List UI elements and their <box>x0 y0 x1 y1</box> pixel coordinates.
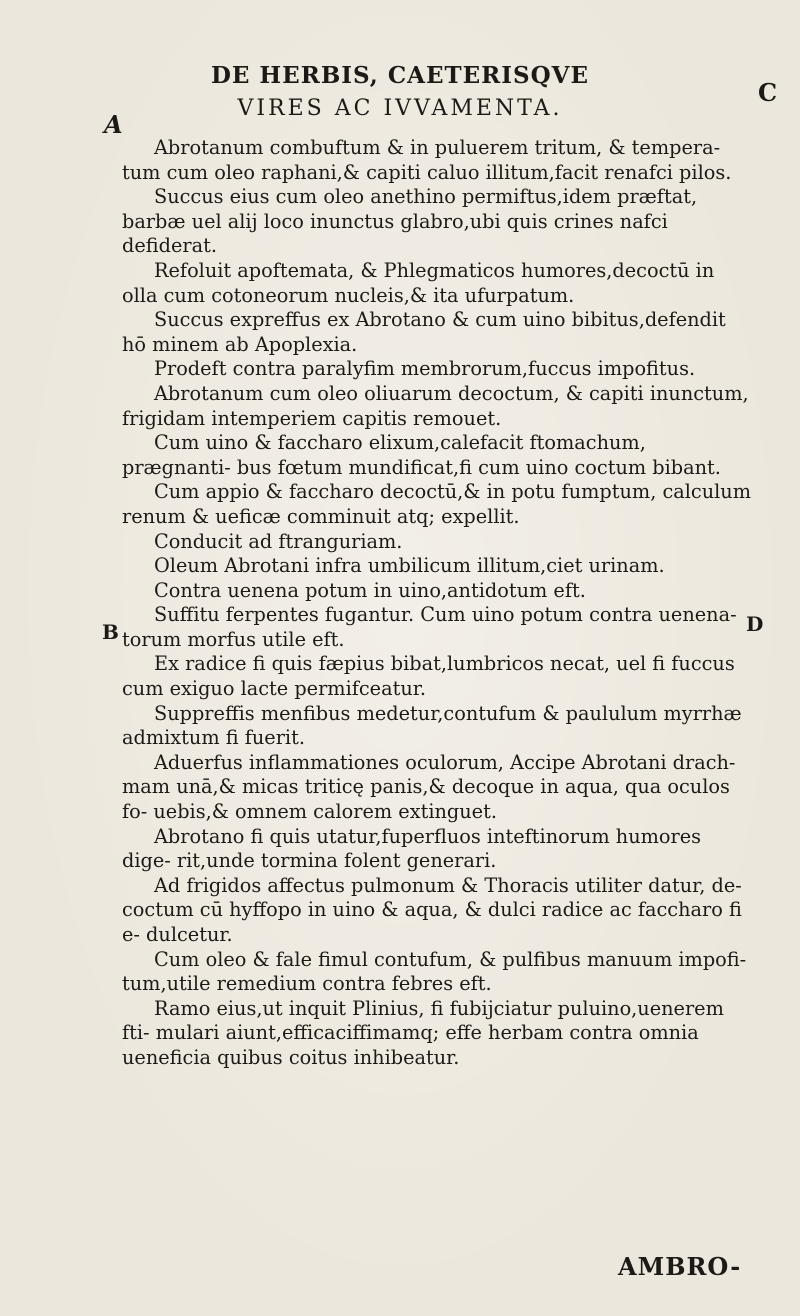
margin-letter-a: A <box>104 110 123 139</box>
paragraph-16: Abrotano fi quis utatur,fuperfluos inteftinorum humores dige- rit,unde tormina folent generari. <box>122 824 702 873</box>
running-header-line-2: VIRES AC IVVAMENTA. <box>237 96 563 121</box>
running-header-line-1: DE HERBIS, CAETERISQVE <box>210 62 590 89</box>
paragraph-6: Abrotanum cum oleo oliuarum decoctum, & capiti inunctum, frigidam intemperiem capitis remouet. <box>122 381 749 430</box>
margin-letter-d: D <box>746 612 764 636</box>
paragraph-10: Oleum Abrotani infra umbilicum illitum,ciet urinam. <box>154 554 665 578</box>
paragraph-8: Cum appio & faccharo decoctū,& in potu fumptum, calculum renum & ueficæ comminuit atq; expellit. <box>122 480 751 528</box>
margin-letter-b: B <box>102 620 119 644</box>
catchword: AMBRO- <box>618 1252 742 1281</box>
paragraph-14: Suppreffis menfibus medetur,contufum & paululum myrrhæ admixtum fi fuerit. <box>122 701 742 750</box>
paragraph-11: Contra uenena potum in uino,antidotum eft. <box>154 578 586 602</box>
paragraph-2: Succus eius cum oleo anethino permiftus,idem præftat, barbæ uel alij loco inunctus glabro,ubi quis crines nafci defiderat. <box>122 185 698 258</box>
paragraph-3: Refoluit apoftemata, & Phlegmaticos humores,decoctū in olla cum cotoneorum nucleis,& ita ufurpatum. <box>122 258 715 307</box>
paragraph-4: Succus expreffus ex Abrotano & cum uino bibitus,defendit hō minem ab Apoplexia. <box>122 308 726 356</box>
paragraph-1: Abrotanum combuftum & in puluerem tritum, & tempera- tum cum oleo raphani,& capiti caluo illitum,facit renafci pilos. <box>122 136 732 184</box>
paragraph-13: Ex radice fi quis fæpius bibat,lumbricos necat, uel fi fuccus cum exiguo lacte permifceatur. <box>122 652 735 701</box>
paragraph-19: Ramo eius,ut inquit Plinius, fi fubijciatur puluino,uenerem fti- mulari aiunt,efficaciffimamq; effe herbam contra omnia ueneficia quibus coitus inhibeatur. <box>122 996 724 1069</box>
paragraph-18: Cum oleo & fale fimul contufum, & pulfibus manuum impofi- tum,utile remedium contra febres eft. <box>122 947 747 996</box>
body-text <box>122 136 752 1071</box>
paragraph-9: Conducit ad ftranguriam. <box>154 529 403 553</box>
margin-letter-c: C <box>758 78 778 107</box>
paragraph-15: Aduerfus inflammationes oculorum, Accipe Abrotani drach- mam unā,& micas triticę panis,& decoque in aqua, qua oculos fo- uebis,& omnem calorem extinguet. <box>122 750 736 824</box>
paragraph-17: Ad frigidos affectus pulmonum & Thoracis utiliter datur, de- coctum cū hyffopo in uino & aqua, & dulci radice ac faccharo fi e- dulcetur. <box>122 873 742 946</box>
paragraph-7: Cum uino & faccharo elixum,calefacit ftomachum, prægnanti- bus fœtum mundificat,fi cum uino coctum bibant. <box>122 431 721 479</box>
paragraph-12: Suffitu ferpentes fugantur. Cum uino potum contra uenena- torum morfus utile eft. <box>122 603 737 651</box>
paragraph-5: Prodeft contra paralyfim membrorum,fuccus impofitus. <box>154 357 696 381</box>
